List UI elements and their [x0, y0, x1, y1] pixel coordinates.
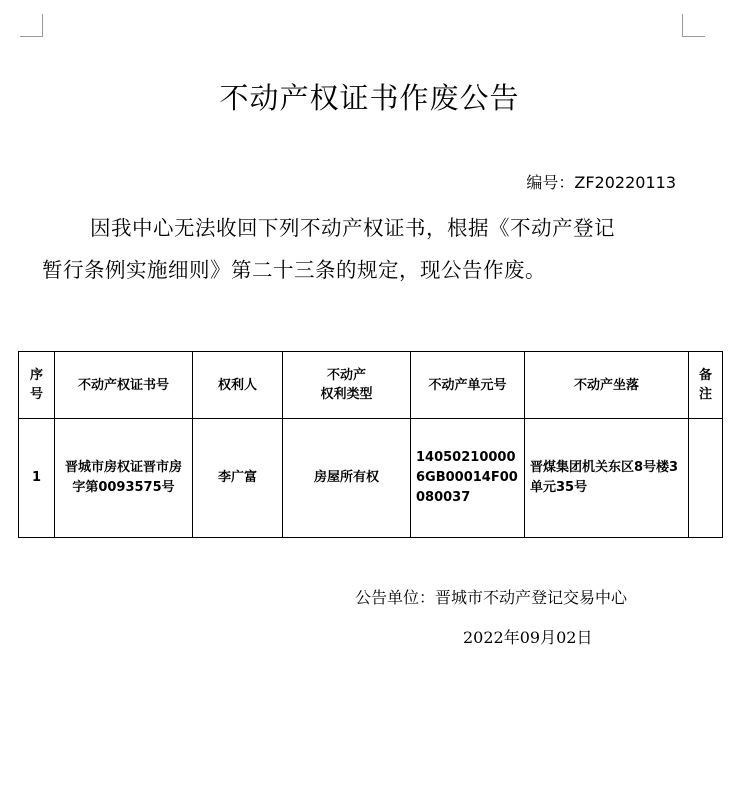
notice-body-line-1: 因我中心无法收回下列不动产权证书，根据《不动产登记 — [90, 216, 615, 240]
header-holder: 权利人 — [193, 352, 283, 419]
cell-seq: 1 — [19, 419, 55, 538]
void-certificate-table — [18, 351, 723, 538]
header-right-type-line-1: 不动产 — [326, 368, 366, 383]
header-cert-no: 不动产权证书号 — [55, 352, 193, 419]
cell-unit-no: 140502100006GB00014F00080037 — [411, 419, 525, 538]
header-remark: 备注 — [689, 352, 723, 419]
cell-remark — [689, 419, 723, 538]
notice-title: 不动产权证书作废公告 — [219, 81, 520, 115]
document-number: 编号：ZF20220113 — [526, 173, 676, 192]
header-unit-no: 不动产单元号 — [411, 352, 525, 419]
notice-body-line-2: 暂行条例实施细则》第二十三条的规定，现公告作废。 — [42, 258, 546, 282]
table-row — [19, 419, 723, 538]
header-seq: 序号 — [19, 352, 55, 419]
table-header-row — [19, 352, 723, 419]
notice-body — [42, 207, 692, 291]
cell-right-type: 房屋所有权 — [283, 419, 411, 538]
header-location: 不动产坐落 — [525, 352, 689, 419]
notice-date: 2022年09月02日 — [463, 628, 593, 647]
cell-holder: 李广富 — [193, 419, 283, 538]
header-right-type — [283, 352, 411, 419]
page-corner-mark-top-right — [682, 14, 705, 37]
page-corner-mark-top-left — [20, 14, 43, 37]
cell-cert-no: 晋城市房权证晋市房字第0093575号 — [55, 419, 193, 538]
cell-location: 晋煤集团机关东区8号楼3单元35号 — [525, 419, 689, 538]
header-right-type-line-2: 权利类型 — [320, 387, 373, 402]
issuer-unit: 公告单位：晋城市不动产登记交易中心 — [355, 588, 628, 607]
